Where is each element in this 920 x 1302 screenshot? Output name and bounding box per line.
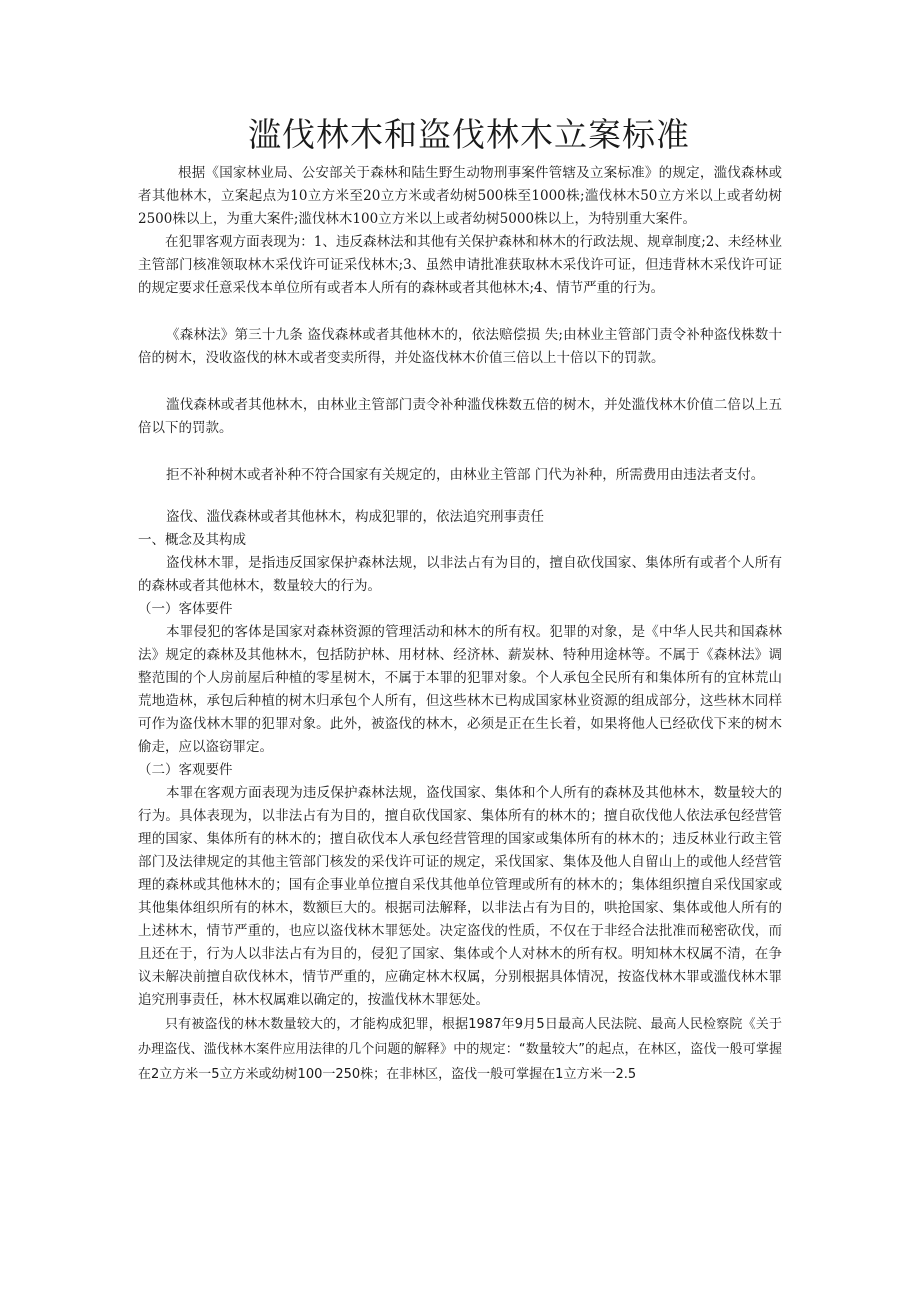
intro-paragraph-2: 在犯罪客观方面表现为：1、违反森林法和其他有关保护森林和林木的行政法规、规章制度;2、未经林业主管部门核准领取林木采伐许可证采伐林木;3、虽然申请批准获取林木采伐许可证，但违背林木采伐许可证的规定要求任意采伐本单位所有或者本人所有的森林或者其他林木;4、情节严重的行为。 — [138, 234, 782, 296]
section-1-heading: 一、概念及其构成 — [138, 532, 246, 548]
law-paragraph-4: 盗伐、滥伐森林或者其他林木，构成犯罪的，依法追究刑事责任 — [166, 509, 544, 525]
subsection-1-heading: （一）客体要件 — [138, 601, 233, 617]
subsection-2-heading: （二）客观要件 — [138, 762, 233, 778]
law-paragraph-2: 滥伐森林或者其他林木，由林业主管部门责令补种滥伐株数五倍的树木，并处滥伐林木价值二倍以上五倍以下的罚款。 — [138, 397, 782, 436]
law-paragraph-1: 《森林法》第三十九条 盗伐森林或者其他林木的，依法赔偿损 失;由林业主管部门责令补种盗伐株数十倍的树木，没收盗伐的林木或者变卖所得，并处盗伐林木价值三倍以上十倍以下的罚款。 — [138, 327, 782, 366]
section-1-paragraph: 盗伐林木罪，是指违反国家保护森林法规，以非法占有为目的，擅自砍伐国家、集体所有或者个人所有的森林或者其他林木，数量较大的行为。 — [138, 555, 782, 594]
law-paragraph-3: 拒不补种树木或者补种不符合国家有关规定的，由林业主管部 门代为补种，所需费用由违法者支付。 — [166, 467, 765, 483]
document-page — [138, 112, 782, 1087]
subsection-2-paragraph-1: 本罪在客观方面表现为违反保护森林法规，盗伐国家、集体和个人所有的森林及其他林木，数量较大的行为。具体表现为，以非法占有为目的，擅自砍伐国家、集体所有的林木的；擅自砍伐他人依法承包经营管理的国家、集体所有的林木的；擅自砍伐本人承包经营管理的国家或集体所有的林木的；违反林业行政主管部门及法律规定的其他主管部门核发的采伐许可证的规定，采伐国家、集体及他人自留山上的或他人经营管理的森林或其他林木的；国有企事业单位擅自采伐其他单位管理或所有的林木的；集体组织擅自采伐国家或其他集体组织所有的林木，数额巨大的。根据司法解释，以非法占有为目的，哄抢国家、集体或他人所有的上述林木，情节严重的，也应以盗伐林木罪惩处。决定盗伐的性质，不仅在于非经合法批准而秘密砍伐，而且还在于，行为人以非法占有为目的，侵犯了国家、集体或个人对林木的所有权。明知林木权属不清，在争议未解决前擅自砍伐林木，情节严重的，应确定林木权属，分别根据具体情况，按盗伐林木罪或滥伐林木罪追究刑事责任，林木权属难以确定的，按滥伐林木罪惩处。 — [138, 785, 782, 1008]
document-title: 滥伐林木和盗伐林木立案标准 — [248, 115, 690, 154]
intro-paragraph-1: 根据《国家林业局、公安部关于森林和陆生野生动物刑事案件管辖及立案标准》的规定，滥伐森林或者其他林木，立案起点为10立方米至20立方米或者幼树500株至1000株;滥伐林木50立方米以上或者幼树2500株以上，为重大案件;滥伐林木100立方米以上或者幼树5000株以上，为特别重大案件。 — [138, 165, 782, 227]
subsection-1-paragraph: 本罪侵犯的客体是国家对森林资源的管理活动和林木的所有权。犯罪的对象，是《中华人民共和国森林法》规定的森林及其他林木，包括防护林、用材林、经济林、薪炭林、特种用途林等。不属于《森林法》调整范围的个人房前屋后种植的零星树木，不属于本罪的犯罪对象。个人承包全民所有和集体所有的宜林荒山荒地造林，承包后种植的树木归承包个人所有，但这些林木已构成国家林业资源的组成部分，这些林木同样可作为盗伐林木罪的犯罪对象。此外，被盗伐的林木，必须是正在生长着，如果将他人已经砍伐下来的树木偷走，应以盗窃罪定。 — [138, 624, 782, 755]
subsection-2-paragraph-2: 只有被盗伐的林木数量较大的，才能构成犯罪，根据1987年9月5日最高人民法院、最高人民检察院《关于办理盗伐、滥伐林木案件应用法律的几个问题的解释》中的规定：“数量较大”的起点，在林区，盗伐一般可掌握在2立方米一5立方米或幼树100一250株；在非林区，盗伐一般可掌握在1立方米一2.5 — [138, 1017, 782, 1082]
